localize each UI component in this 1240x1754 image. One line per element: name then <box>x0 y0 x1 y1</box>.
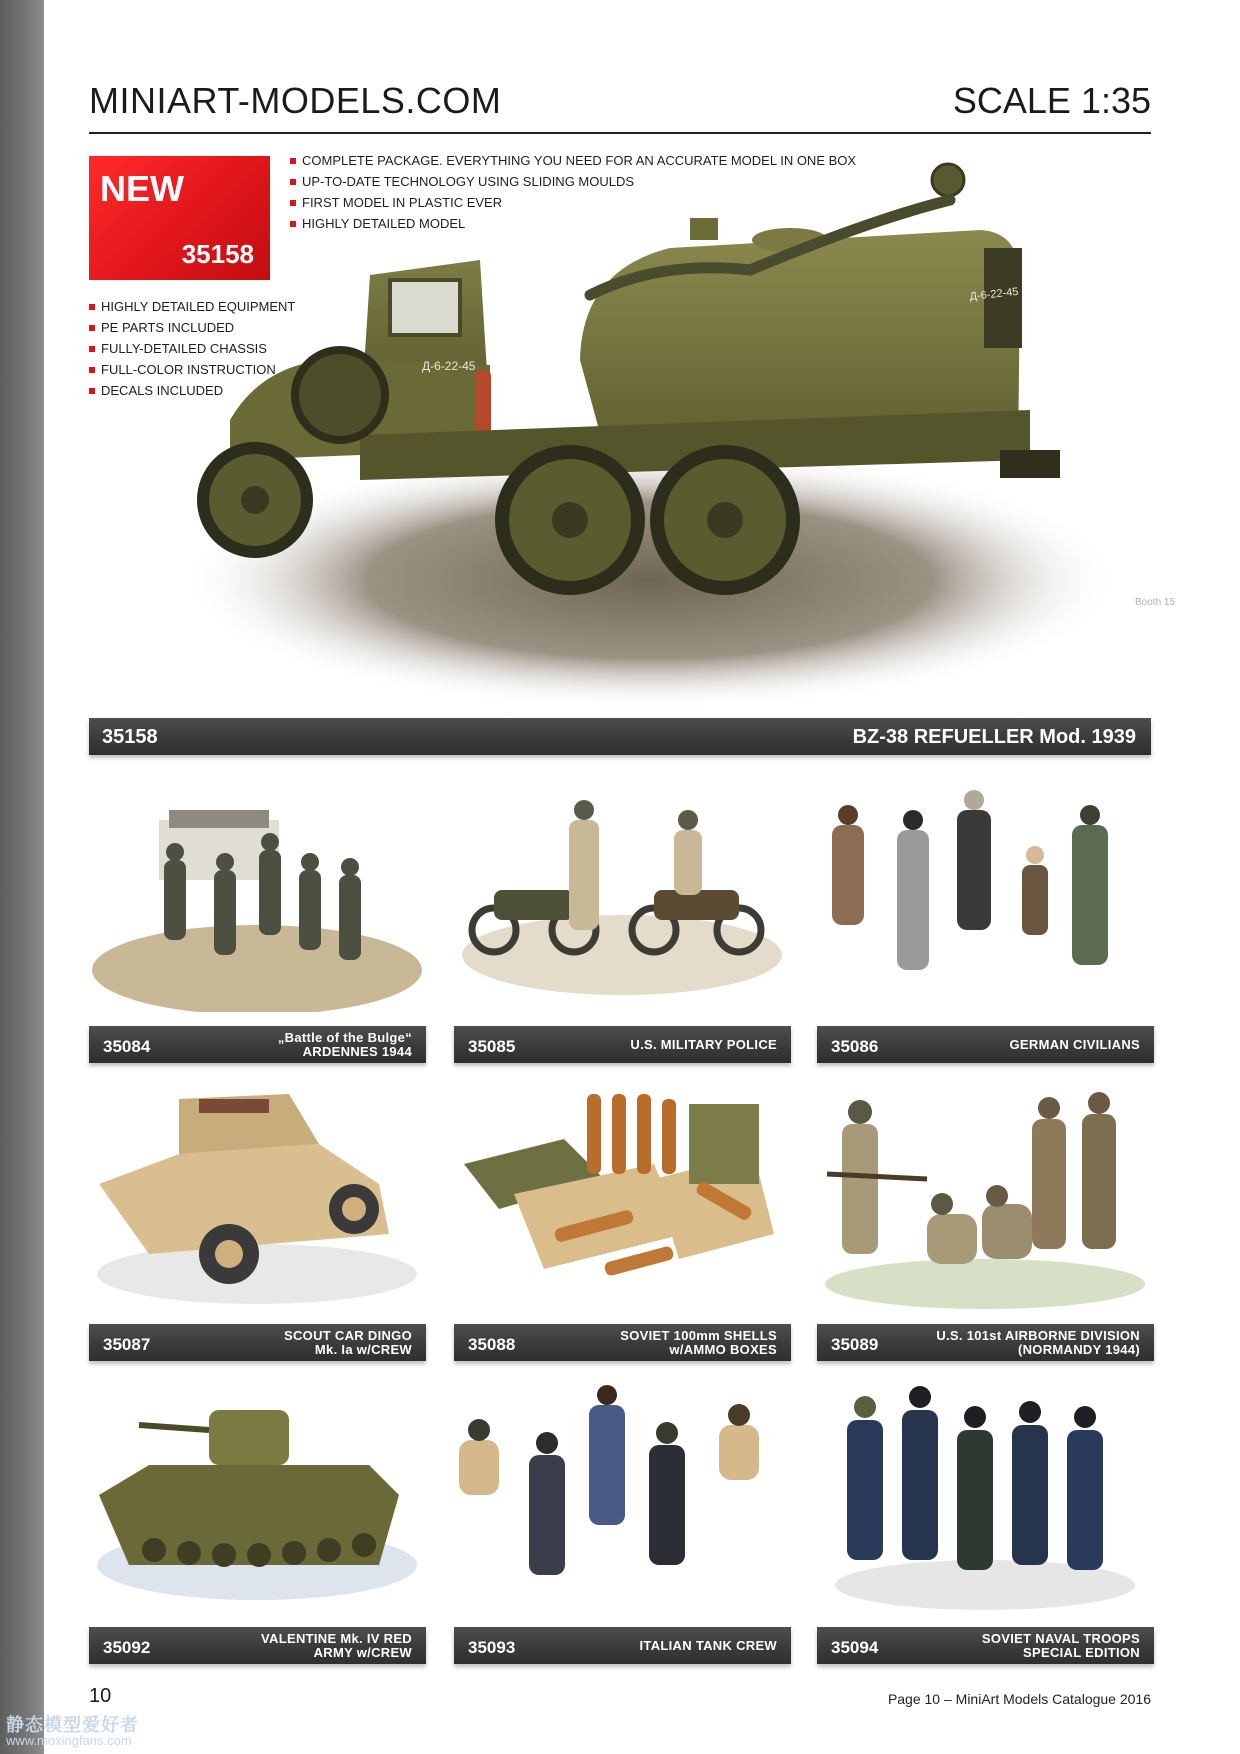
product-code: 35092 <box>103 1638 151 1657</box>
bullet-icon <box>89 304 95 310</box>
product-title: U.S. 101st AIRBORNE DIVISION (NORMANDY 1944) <box>936 1327 1140 1357</box>
product-code: 35085 <box>468 1037 516 1056</box>
list-item: FIRST MODEL IN PLASTIC EVER <box>290 192 856 213</box>
product-title-bar <box>817 1026 1154 1063</box>
feature-title-bar <box>89 718 1151 755</box>
spare-wheel <box>295 350 385 440</box>
site-title: MINIART-MODELS.COM <box>89 80 502 121</box>
list-item: HIGHLY DETAILED EQUIPMENT <box>89 296 295 317</box>
product-title-bar <box>454 1324 791 1361</box>
product-title: U.S. MILITARY POLICE <box>630 1036 777 1052</box>
valentine-tank-illustration <box>89 1385 426 1617</box>
bullet-icon <box>89 325 95 331</box>
bullet-icon <box>89 346 95 352</box>
product-title-bar <box>89 1026 426 1063</box>
product-code: 35093 <box>468 1638 516 1657</box>
product-title: GERMAN CIVILIANS <box>1009 1036 1140 1052</box>
product-title: ITALIAN TANK CREW <box>639 1637 777 1653</box>
battle-of-the-bulge-figures-illustration <box>89 780 426 1012</box>
artist-credit: Booth 15 <box>1135 597 1176 608</box>
product-title: „Battle of the Bulge“ ARDENNES 1944 <box>277 1029 412 1059</box>
product-title-bar <box>817 1627 1154 1664</box>
list-item: FULL-COLOR INSTRUCTION <box>89 359 295 380</box>
list-item: FULLY-DETAILED CHASSIS <box>89 338 295 359</box>
bullet-icon <box>89 367 95 373</box>
product-title: SOVIET NAVAL TROOPS SPECIAL EDITION <box>981 1630 1140 1660</box>
scale-label: SCALE 1:35 <box>952 80 1151 121</box>
product-code: 35087 <box>103 1335 151 1354</box>
truck-marking-side: Д-6-22-45 <box>422 359 476 373</box>
product-code: 35086 <box>831 1037 879 1056</box>
product-title-bar <box>817 1324 1154 1361</box>
scout-car-dingo-illustration <box>89 1084 426 1316</box>
list-item: PE PARTS INCLUDED <box>89 317 295 338</box>
tank-valve <box>690 218 718 240</box>
soviet-naval-troops-figures-illustration <box>817 1385 1154 1617</box>
product-code: 35089 <box>831 1335 879 1354</box>
rear-bumper <box>1000 450 1060 478</box>
new-badge-label: NEW <box>100 168 184 209</box>
watermark-url: www.moxingfans.com <box>6 1733 132 1748</box>
product-title-bar <box>454 1026 791 1063</box>
header-divider <box>89 132 1151 134</box>
cab-window <box>390 280 460 335</box>
truck-marking-rear: Д-6-22-45 <box>969 285 1020 303</box>
left-edge-strip <box>0 0 44 1754</box>
product-code: 35094 <box>831 1638 879 1657</box>
military-police-motorcycles-illustration <box>454 780 791 1012</box>
list-item: COMPLETE PACKAGE. EVERYTHING YOU NEED FOR AN ACCURATE MODEL IN ONE BOX <box>290 150 856 171</box>
product-title-bar <box>89 1627 426 1664</box>
product-title: SOVIET 100mm SHELLS w/AMMO BOXES <box>620 1327 777 1357</box>
us-101st-airborne-figures-illustration <box>817 1084 1154 1316</box>
watermark-title: 静态模型爱好者 <box>6 1715 139 1735</box>
front-hub <box>241 486 269 514</box>
footer-caption: Page 10 – MiniArt Models Catalogue 2016 <box>887 1691 1151 1707</box>
page-number: 10 <box>89 1685 112 1707</box>
product-title: VALENTINE Mk. IV RED ARMY w/CREW <box>261 1630 412 1660</box>
list-item: HIGHLY DETAILED MODEL <box>290 213 856 234</box>
soviet-shells-ammo-boxes-illustration <box>454 1084 791 1316</box>
feature-product-title: BZ-38 REFUELLER Mod. 1939 <box>852 726 1136 748</box>
bullet-icon <box>89 388 95 394</box>
feature-product-code: 35158 <box>102 726 158 748</box>
list-item: UP-TO-DATE TECHNOLOGY USING SLIDING MOULDS <box>290 171 856 192</box>
spotlight <box>932 164 964 196</box>
product-title: SCOUT CAR DINGO Mk. Ia w/CREW <box>284 1327 412 1357</box>
product-title-bar <box>454 1627 791 1664</box>
german-civilians-figures-illustration <box>817 780 1154 1012</box>
mud-ground <box>190 450 1120 710</box>
list-item: DECALS INCLUDED <box>89 380 295 401</box>
refueller-truck-illustration <box>190 160 1150 715</box>
product-title-bar <box>89 1324 426 1361</box>
product-code: 35088 <box>468 1335 516 1354</box>
rear-hub <box>707 502 743 538</box>
italian-tank-crew-figures-illustration <box>454 1385 791 1617</box>
product-code: 35084 <box>103 1037 151 1056</box>
new-badge-code: 35158 <box>181 239 254 269</box>
middle-hub <box>552 502 588 538</box>
